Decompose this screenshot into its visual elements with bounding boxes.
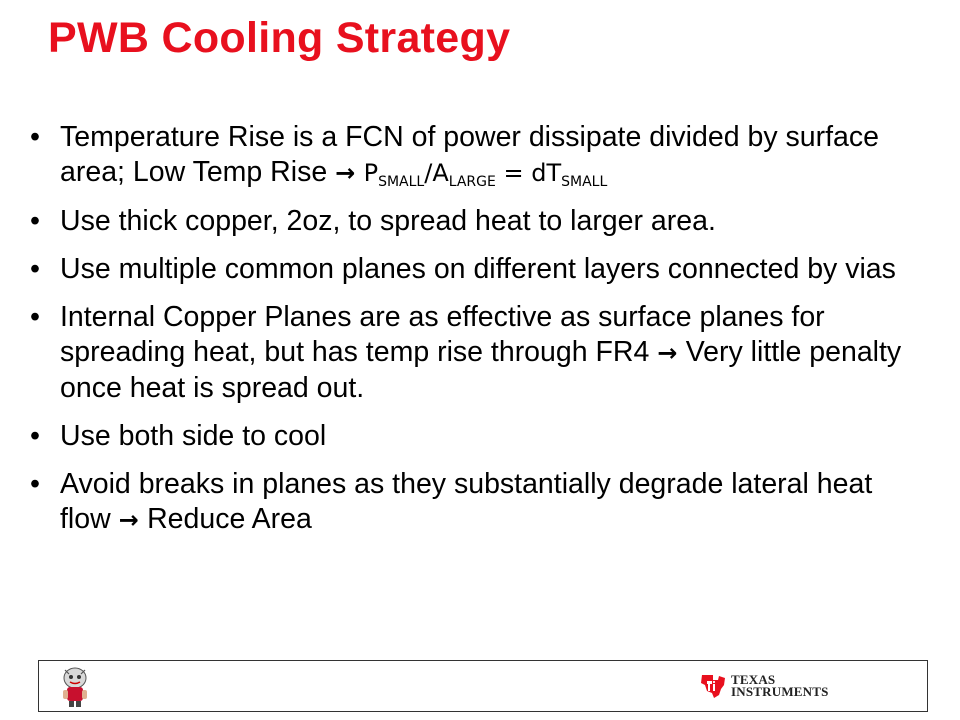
bullet-text: Use both side to cool: [60, 420, 327, 452]
formula: [363, 159, 608, 190]
bullet-text-after-arrow: Very little penalty once heat is spread out.: [60, 336, 902, 404]
formula-p: P: [363, 159, 379, 187]
bullet-text: Use thick copper, 2oz, to spread heat to larger area.: [60, 205, 716, 237]
bullet-text: Use multiple common planes on different layers connected by vias: [60, 253, 896, 285]
ti-wordmark: [731, 674, 829, 698]
arrow-icon: →: [657, 339, 686, 367]
formula-a-sub: LARGE: [448, 174, 496, 190]
bullet-multiple-planes: [30, 252, 910, 287]
mascot-logo-icon: [55, 666, 95, 708]
ti-wordmark-line1: TEXAS: [731, 672, 776, 687]
ti-logo: [699, 673, 829, 699]
slide-footer: [38, 660, 928, 712]
bullet-temperature-rise: [30, 120, 910, 191]
bullet-list: [30, 120, 910, 551]
bullet-dot: •: [30, 301, 40, 333]
bullet-dot: •: [30, 205, 40, 237]
bullet-both-sides: [30, 419, 910, 454]
formula-slash: /: [424, 159, 433, 187]
ti-state-icon: [699, 673, 727, 699]
ti-wordmark-line2: INSTRUMENTS: [731, 684, 829, 699]
bullet-avoid-breaks: [30, 467, 910, 538]
bullet-dot: •: [30, 121, 40, 153]
bullet-dot: •: [30, 253, 40, 285]
bullet-internal-planes: [30, 300, 910, 406]
arrow-icon: →: [335, 159, 364, 187]
slide-title: PWB Cooling Strategy: [48, 14, 511, 62]
bullet-text: Temperature Rise is a FCN of power dissipate divided by surface area; Low Temp Rise: [60, 121, 879, 188]
arrow-icon: →: [118, 506, 148, 534]
formula-eq: = dT: [495, 159, 562, 187]
bullet-dot: •: [30, 468, 40, 500]
bullet-text-after-arrow: Reduce Area: [147, 503, 312, 535]
formula-a: A: [432, 159, 449, 187]
formula-p-sub: SMALL: [378, 174, 425, 190]
bullet-dot: •: [30, 420, 40, 452]
bullet-text: Avoid breaks in planes as they substantially degrade lateral heat flow: [60, 468, 873, 535]
bullet-thick-copper: [30, 204, 910, 239]
formula-dt-sub: SMALL: [561, 174, 608, 190]
bullet-text: Internal Copper Planes are as effective as surface planes for spreading heat, but has temp rise through FR4: [60, 301, 825, 368]
